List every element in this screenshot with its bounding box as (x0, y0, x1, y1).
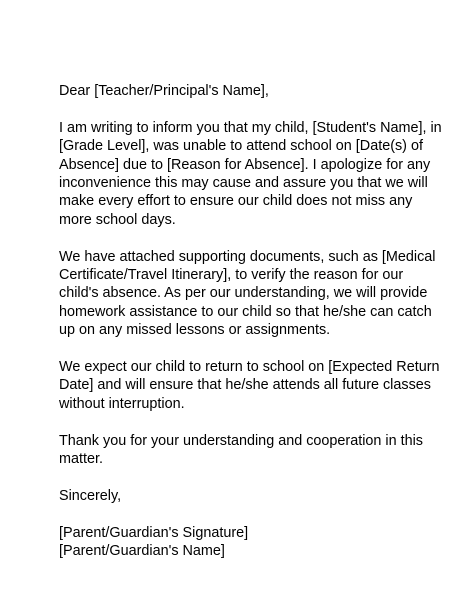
text-line: Absence] due to [Reason for Absence]. I apologize for any (59, 156, 431, 173)
text-line: make every effort to ensure our child does not miss any (59, 193, 413, 210)
text-line: Date] and will ensure that he/she attends all future classes (59, 377, 431, 394)
text-line: up on any missed lessons or assignments. (59, 322, 331, 339)
salutation: Dear [Teacher/Principal's Name], (59, 83, 269, 99)
paragraph-spacer (59, 340, 459, 358)
closing: Sincerely, (59, 487, 122, 504)
paragraph-spacer (59, 100, 459, 118)
text-line: homework assistance to our child so that he/she can catch (59, 303, 432, 320)
text-line: Certificate/Travel Itinerary], to verify the reason for our (59, 267, 404, 284)
paragraph-supporting-documents (59, 248, 459, 340)
signature-placeholder: [Parent/Guardian's Signature] (59, 524, 249, 541)
paragraph-absence-notice (59, 119, 459, 229)
text-line: Thank you for your understanding and cooperation in this (59, 432, 423, 449)
text-line: [Grade Level], was unable to attend school on [Date(s) of (59, 138, 423, 155)
text-line: more school days. (59, 211, 176, 228)
paragraph-thanks (59, 432, 459, 469)
letter-body (59, 82, 459, 560)
paragraph-spacer (59, 468, 459, 486)
name-placeholder: [Parent/Guardian's Name] (59, 543, 225, 560)
text-line: I am writing to inform you that my child, [Student's Name], in (59, 119, 442, 136)
paragraph-return-date (59, 358, 459, 413)
paragraph-spacer (59, 413, 459, 431)
text-line: child's absence. As per our understanding, we will provide (59, 285, 428, 302)
text-line: without interruption. (59, 395, 185, 412)
text-line: We have attached supporting documents, such as [Medical (59, 248, 436, 265)
paragraph-spacer (59, 229, 459, 247)
text-line: inconvenience this may cause and assure you that we will (59, 175, 428, 192)
text-line: We expect our child to return to school on [Expected Return (59, 359, 440, 376)
text-line: matter. (59, 451, 103, 468)
paragraph-spacer (59, 505, 459, 523)
